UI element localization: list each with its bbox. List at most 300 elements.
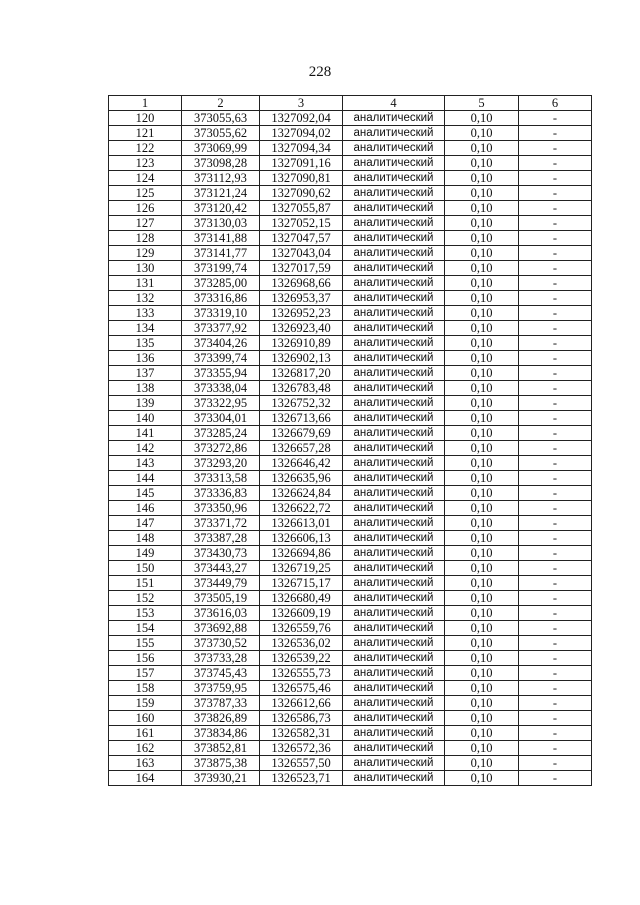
table-row — [109, 741, 592, 756]
x-coordinate-cell: 373285,00 — [182, 276, 260, 291]
table-row — [109, 681, 592, 696]
accuracy-cell: 0,10 — [445, 561, 519, 576]
accuracy-cell: 0,10 — [445, 741, 519, 756]
method-cell: аналитический — [343, 711, 445, 726]
note-cell: - — [519, 456, 592, 471]
point-number-cell: 138 — [109, 381, 182, 396]
table-row — [109, 141, 592, 156]
accuracy-cell: 0,10 — [445, 681, 519, 696]
point-number-cell: 157 — [109, 666, 182, 681]
table-row — [109, 321, 592, 336]
table-row — [109, 621, 592, 636]
point-number-cell: 140 — [109, 411, 182, 426]
x-coordinate-cell: 373055,63 — [182, 111, 260, 126]
point-number-cell: 151 — [109, 576, 182, 591]
accuracy-cell: 0,10 — [445, 351, 519, 366]
table-row — [109, 411, 592, 426]
note-cell: - — [519, 156, 592, 171]
x-coordinate-cell: 373112,93 — [182, 171, 260, 186]
table-row — [109, 546, 592, 561]
x-coordinate-cell: 373293,20 — [182, 456, 260, 471]
accuracy-cell: 0,10 — [445, 321, 519, 336]
x-coordinate-cell: 373387,28 — [182, 531, 260, 546]
x-coordinate-cell: 373616,03 — [182, 606, 260, 621]
header-col-6: 6 — [519, 96, 592, 111]
method-cell: аналитический — [343, 216, 445, 231]
note-cell: - — [519, 441, 592, 456]
x-coordinate-cell: 373350,96 — [182, 501, 260, 516]
method-cell: аналитический — [343, 456, 445, 471]
y-coordinate-cell: 1326582,31 — [260, 726, 343, 741]
x-coordinate-cell: 373304,01 — [182, 411, 260, 426]
y-coordinate-cell: 1326622,72 — [260, 501, 343, 516]
note-cell: - — [519, 531, 592, 546]
point-number-cell: 161 — [109, 726, 182, 741]
x-coordinate-cell: 373449,79 — [182, 576, 260, 591]
note-cell: - — [519, 426, 592, 441]
accuracy-cell: 0,10 — [445, 336, 519, 351]
table-row — [109, 771, 592, 786]
table-row — [109, 471, 592, 486]
method-cell: аналитический — [343, 291, 445, 306]
method-cell: аналитический — [343, 546, 445, 561]
note-cell: - — [519, 231, 592, 246]
y-coordinate-cell: 1327090,62 — [260, 186, 343, 201]
y-coordinate-cell: 1327094,34 — [260, 141, 343, 156]
x-coordinate-cell: 373121,24 — [182, 186, 260, 201]
y-coordinate-cell: 1327052,15 — [260, 216, 343, 231]
method-cell: аналитический — [343, 471, 445, 486]
note-cell: - — [519, 516, 592, 531]
point-number-cell: 163 — [109, 756, 182, 771]
x-coordinate-cell: 373692,88 — [182, 621, 260, 636]
y-coordinate-cell: 1326557,50 — [260, 756, 343, 771]
method-cell: аналитический — [343, 486, 445, 501]
x-coordinate-cell: 373875,38 — [182, 756, 260, 771]
y-coordinate-cell: 1327055,87 — [260, 201, 343, 216]
note-cell: - — [519, 366, 592, 381]
table-row — [109, 231, 592, 246]
method-cell: аналитический — [343, 726, 445, 741]
table-row — [109, 441, 592, 456]
note-cell: - — [519, 681, 592, 696]
header-col-2: 2 — [182, 96, 260, 111]
x-coordinate-cell: 373377,92 — [182, 321, 260, 336]
point-number-cell: 130 — [109, 261, 182, 276]
table-row — [109, 276, 592, 291]
method-cell: аналитический — [343, 156, 445, 171]
x-coordinate-cell: 373399,74 — [182, 351, 260, 366]
note-cell: - — [519, 741, 592, 756]
table-row — [109, 516, 592, 531]
x-coordinate-cell: 373338,04 — [182, 381, 260, 396]
point-number-cell: 141 — [109, 426, 182, 441]
note-cell: - — [519, 726, 592, 741]
table-row — [109, 606, 592, 621]
note-cell: - — [519, 576, 592, 591]
point-number-cell: 121 — [109, 126, 182, 141]
method-cell: аналитический — [343, 306, 445, 321]
note-cell: - — [519, 171, 592, 186]
method-cell: аналитический — [343, 621, 445, 636]
y-coordinate-cell: 1326635,96 — [260, 471, 343, 486]
x-coordinate-cell: 373313,58 — [182, 471, 260, 486]
table-row — [109, 126, 592, 141]
header-col-4: 4 — [343, 96, 445, 111]
note-cell: - — [519, 771, 592, 786]
method-cell: аналитический — [343, 381, 445, 396]
x-coordinate-cell: 373730,52 — [182, 636, 260, 651]
accuracy-cell: 0,10 — [445, 651, 519, 666]
method-cell: аналитический — [343, 531, 445, 546]
point-number-cell: 134 — [109, 321, 182, 336]
y-coordinate-cell: 1327094,02 — [260, 126, 343, 141]
point-number-cell: 129 — [109, 246, 182, 261]
table-row — [109, 171, 592, 186]
y-coordinate-cell: 1326536,02 — [260, 636, 343, 651]
note-cell: - — [519, 201, 592, 216]
method-cell: аналитический — [343, 606, 445, 621]
note-cell: - — [519, 186, 592, 201]
table-row — [109, 531, 592, 546]
accuracy-cell: 0,10 — [445, 606, 519, 621]
point-number-cell: 123 — [109, 156, 182, 171]
accuracy-cell: 0,10 — [445, 141, 519, 156]
note-cell: - — [519, 291, 592, 306]
note-cell: - — [519, 396, 592, 411]
x-coordinate-cell: 373355,94 — [182, 366, 260, 381]
table-row — [109, 666, 592, 681]
table-row — [109, 756, 592, 771]
x-coordinate-cell: 373430,73 — [182, 546, 260, 561]
method-cell: аналитический — [343, 201, 445, 216]
table-row — [109, 456, 592, 471]
x-coordinate-cell: 373759,95 — [182, 681, 260, 696]
accuracy-cell: 0,10 — [445, 261, 519, 276]
y-coordinate-cell: 1326539,22 — [260, 651, 343, 666]
y-coordinate-cell: 1326609,19 — [260, 606, 343, 621]
x-coordinate-cell: 373852,81 — [182, 741, 260, 756]
note-cell: - — [519, 411, 592, 426]
y-coordinate-cell: 1326923,40 — [260, 321, 343, 336]
accuracy-cell: 0,10 — [445, 471, 519, 486]
note-cell: - — [519, 261, 592, 276]
method-cell: аналитический — [343, 591, 445, 606]
note-cell: - — [519, 591, 592, 606]
method-cell: аналитический — [343, 141, 445, 156]
header-col-5: 5 — [445, 96, 519, 111]
x-coordinate-cell: 373371,72 — [182, 516, 260, 531]
point-number-cell: 155 — [109, 636, 182, 651]
accuracy-cell: 0,10 — [445, 156, 519, 171]
accuracy-cell: 0,10 — [445, 426, 519, 441]
point-number-cell: 131 — [109, 276, 182, 291]
note-cell: - — [519, 336, 592, 351]
x-coordinate-cell: 373322,95 — [182, 396, 260, 411]
point-number-cell: 144 — [109, 471, 182, 486]
note-cell: - — [519, 126, 592, 141]
point-number-cell: 149 — [109, 546, 182, 561]
table-row — [109, 486, 592, 501]
method-cell: аналитический — [343, 741, 445, 756]
page-number: 228 — [308, 64, 332, 80]
x-coordinate-cell: 373930,21 — [182, 771, 260, 786]
x-coordinate-cell: 373733,28 — [182, 651, 260, 666]
x-coordinate-cell: 373745,43 — [182, 666, 260, 681]
accuracy-cell: 0,10 — [445, 576, 519, 591]
method-cell: аналитический — [343, 321, 445, 336]
x-coordinate-cell: 373141,88 — [182, 231, 260, 246]
x-coordinate-cell: 373834,86 — [182, 726, 260, 741]
table-row — [109, 636, 592, 651]
note-cell: - — [519, 561, 592, 576]
accuracy-cell: 0,10 — [445, 591, 519, 606]
y-coordinate-cell: 1326719,25 — [260, 561, 343, 576]
table-row — [109, 396, 592, 411]
y-coordinate-cell: 1326752,32 — [260, 396, 343, 411]
x-coordinate-cell: 373272,86 — [182, 441, 260, 456]
y-coordinate-cell: 1326559,76 — [260, 621, 343, 636]
table-row — [109, 651, 592, 666]
y-coordinate-cell: 1326555,73 — [260, 666, 343, 681]
table-header — [109, 96, 592, 111]
y-coordinate-cell: 1326606,13 — [260, 531, 343, 546]
y-coordinate-cell: 1327047,57 — [260, 231, 343, 246]
accuracy-cell: 0,10 — [445, 366, 519, 381]
y-coordinate-cell: 1327090,81 — [260, 171, 343, 186]
x-coordinate-cell: 373316,86 — [182, 291, 260, 306]
point-number-cell: 146 — [109, 501, 182, 516]
y-coordinate-cell: 1326694,86 — [260, 546, 343, 561]
accuracy-cell: 0,10 — [445, 756, 519, 771]
table-row — [109, 216, 592, 231]
accuracy-cell: 0,10 — [445, 501, 519, 516]
accuracy-cell: 0,10 — [445, 126, 519, 141]
x-coordinate-cell: 373505,19 — [182, 591, 260, 606]
note-cell: - — [519, 141, 592, 156]
y-coordinate-cell: 1327043,04 — [260, 246, 343, 261]
table-row — [109, 156, 592, 171]
y-coordinate-cell: 1326715,17 — [260, 576, 343, 591]
accuracy-cell: 0,10 — [445, 531, 519, 546]
note-cell: - — [519, 621, 592, 636]
x-coordinate-cell: 373319,10 — [182, 306, 260, 321]
method-cell: аналитический — [343, 576, 445, 591]
accuracy-cell: 0,10 — [445, 636, 519, 651]
y-coordinate-cell: 1326902,13 — [260, 351, 343, 366]
method-cell: аналитический — [343, 186, 445, 201]
accuracy-cell: 0,10 — [445, 231, 519, 246]
point-number-cell: 125 — [109, 186, 182, 201]
point-number-cell: 133 — [109, 306, 182, 321]
point-number-cell: 148 — [109, 531, 182, 546]
note-cell: - — [519, 111, 592, 126]
accuracy-cell: 0,10 — [445, 186, 519, 201]
y-coordinate-cell: 1326783,48 — [260, 381, 343, 396]
point-number-cell: 132 — [109, 291, 182, 306]
x-coordinate-cell: 373336,83 — [182, 486, 260, 501]
method-cell: аналитический — [343, 501, 445, 516]
accuracy-cell: 0,10 — [445, 171, 519, 186]
note-cell: - — [519, 486, 592, 501]
method-cell: аналитический — [343, 666, 445, 681]
note-cell: - — [519, 546, 592, 561]
y-coordinate-cell: 1326612,66 — [260, 696, 343, 711]
x-coordinate-cell: 373130,03 — [182, 216, 260, 231]
header-col-1: 1 — [109, 96, 182, 111]
table-row — [109, 726, 592, 741]
y-coordinate-cell: 1326572,36 — [260, 741, 343, 756]
method-cell: аналитический — [343, 171, 445, 186]
y-coordinate-cell: 1327092,04 — [260, 111, 343, 126]
y-coordinate-cell: 1326679,69 — [260, 426, 343, 441]
method-cell: аналитический — [343, 336, 445, 351]
accuracy-cell: 0,10 — [445, 711, 519, 726]
point-number-cell: 137 — [109, 366, 182, 381]
method-cell: аналитический — [343, 516, 445, 531]
note-cell: - — [519, 381, 592, 396]
point-number-cell: 158 — [109, 681, 182, 696]
accuracy-cell: 0,10 — [445, 246, 519, 261]
y-coordinate-cell: 1326910,89 — [260, 336, 343, 351]
table-row — [109, 426, 592, 441]
x-coordinate-cell: 373141,77 — [182, 246, 260, 261]
method-cell: аналитический — [343, 246, 445, 261]
accuracy-cell: 0,10 — [445, 666, 519, 681]
note-cell: - — [519, 606, 592, 621]
method-cell: аналитический — [343, 441, 445, 456]
point-number-cell: 120 — [109, 111, 182, 126]
point-number-cell: 128 — [109, 231, 182, 246]
table-row — [109, 186, 592, 201]
point-number-cell: 127 — [109, 216, 182, 231]
accuracy-cell: 0,10 — [445, 111, 519, 126]
point-number-cell: 124 — [109, 171, 182, 186]
table-row — [109, 111, 592, 126]
y-coordinate-cell: 1326523,71 — [260, 771, 343, 786]
point-number-cell: 154 — [109, 621, 182, 636]
point-number-cell: 153 — [109, 606, 182, 621]
method-cell: аналитический — [343, 126, 445, 141]
method-cell: аналитический — [343, 771, 445, 786]
accuracy-cell: 0,10 — [445, 291, 519, 306]
method-cell: аналитический — [343, 681, 445, 696]
table-row — [109, 501, 592, 516]
table-row — [109, 591, 592, 606]
point-number-cell: 162 — [109, 741, 182, 756]
y-coordinate-cell: 1326713,66 — [260, 411, 343, 426]
method-cell: аналитический — [343, 231, 445, 246]
point-number-cell: 152 — [109, 591, 182, 606]
y-coordinate-cell: 1326680,49 — [260, 591, 343, 606]
note-cell: - — [519, 471, 592, 486]
note-cell: - — [519, 306, 592, 321]
method-cell: аналитический — [343, 366, 445, 381]
y-coordinate-cell: 1326586,73 — [260, 711, 343, 726]
accuracy-cell: 0,10 — [445, 486, 519, 501]
note-cell: - — [519, 501, 592, 516]
point-number-cell: 135 — [109, 336, 182, 351]
x-coordinate-cell: 373787,33 — [182, 696, 260, 711]
table-row — [109, 576, 592, 591]
note-cell: - — [519, 321, 592, 336]
x-coordinate-cell: 373404,26 — [182, 336, 260, 351]
accuracy-cell: 0,10 — [445, 771, 519, 786]
table-row — [109, 306, 592, 321]
method-cell: аналитический — [343, 636, 445, 651]
table-row — [109, 366, 592, 381]
accuracy-cell: 0,10 — [445, 201, 519, 216]
y-coordinate-cell: 1326817,20 — [260, 366, 343, 381]
point-number-cell: 159 — [109, 696, 182, 711]
note-cell: - — [519, 696, 592, 711]
method-cell: аналитический — [343, 351, 445, 366]
accuracy-cell: 0,10 — [445, 726, 519, 741]
note-cell: - — [519, 636, 592, 651]
note-cell: - — [519, 666, 592, 681]
table-row — [109, 336, 592, 351]
x-coordinate-cell: 373826,89 — [182, 711, 260, 726]
accuracy-cell: 0,10 — [445, 396, 519, 411]
table-row — [109, 561, 592, 576]
accuracy-cell: 0,10 — [445, 441, 519, 456]
method-cell: аналитический — [343, 396, 445, 411]
y-coordinate-cell: 1327017,59 — [260, 261, 343, 276]
method-cell: аналитический — [343, 261, 445, 276]
table-row — [109, 381, 592, 396]
method-cell: аналитический — [343, 276, 445, 291]
note-cell: - — [519, 351, 592, 366]
note-cell: - — [519, 651, 592, 666]
accuracy-cell: 0,10 — [445, 516, 519, 531]
x-coordinate-cell: 373069,99 — [182, 141, 260, 156]
table-body — [109, 111, 592, 786]
x-coordinate-cell: 373443,27 — [182, 561, 260, 576]
note-cell: - — [519, 246, 592, 261]
point-number-cell: 150 — [109, 561, 182, 576]
x-coordinate-cell: 373120,42 — [182, 201, 260, 216]
method-cell: аналитический — [343, 696, 445, 711]
point-number-cell: 145 — [109, 486, 182, 501]
accuracy-cell: 0,10 — [445, 276, 519, 291]
y-coordinate-cell: 1326646,42 — [260, 456, 343, 471]
accuracy-cell: 0,10 — [445, 696, 519, 711]
y-coordinate-cell: 1326953,37 — [260, 291, 343, 306]
point-number-cell: 126 — [109, 201, 182, 216]
note-cell: - — [519, 216, 592, 231]
table-row — [109, 696, 592, 711]
header-row — [109, 96, 592, 111]
y-coordinate-cell: 1326657,28 — [260, 441, 343, 456]
point-number-cell: 160 — [109, 711, 182, 726]
accuracy-cell: 0,10 — [445, 546, 519, 561]
method-cell: аналитический — [343, 411, 445, 426]
y-coordinate-cell: 1326952,23 — [260, 306, 343, 321]
note-cell: - — [519, 756, 592, 771]
note-cell: - — [519, 711, 592, 726]
x-coordinate-cell: 373098,28 — [182, 156, 260, 171]
y-coordinate-cell: 1326613,01 — [260, 516, 343, 531]
method-cell: аналитический — [343, 561, 445, 576]
point-number-cell: 122 — [109, 141, 182, 156]
point-number-cell: 156 — [109, 651, 182, 666]
accuracy-cell: 0,10 — [445, 216, 519, 231]
accuracy-cell: 0,10 — [445, 411, 519, 426]
x-coordinate-cell: 373055,62 — [182, 126, 260, 141]
y-coordinate-cell: 1326624,84 — [260, 486, 343, 501]
x-coordinate-cell: 373285,24 — [182, 426, 260, 441]
accuracy-cell: 0,10 — [445, 306, 519, 321]
